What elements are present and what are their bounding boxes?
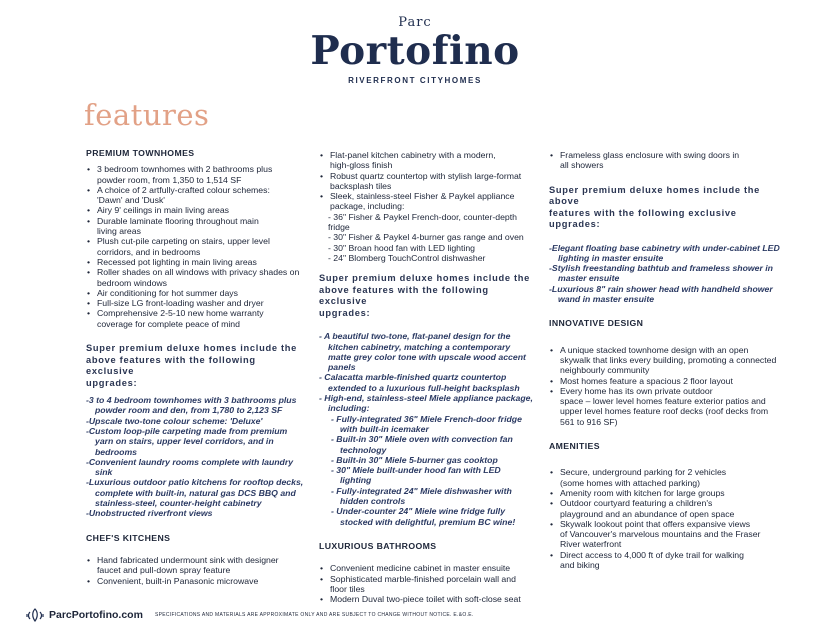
text-line: - A beautiful two-tone, flat-panel design for the kitchen cabinetry, matching a contemporary matte grey color tone with upscale wood accent panels	[319, 331, 526, 373]
list-item	[86, 164, 304, 185]
list-item-line: (some homes with attached parking)	[560, 477, 701, 488]
text-line: - 24" Blomberg TouchControl dishwasher	[328, 252, 486, 263]
list-item	[319, 574, 533, 595]
bathroom-list	[319, 563, 533, 604]
list-item-line: • Roller shades on all windows with privacy shades on	[97, 267, 300, 278]
list-item-line: • Convenient medicine cabinet in master ensuite	[330, 563, 511, 574]
text-line: upgrades:	[319, 307, 371, 318]
list-item-line: faucet and pull-down spray feature	[97, 565, 231, 576]
list-item-line: living areas	[97, 226, 141, 237]
appliance-list	[319, 212, 533, 263]
section-title-premium: PREMIUM TOWNHOMES	[86, 148, 195, 158]
list-item-line: • Secure, underground parking for 2 vehicles	[560, 467, 727, 478]
list-item-line: • Recessed pot lighting in main living areas	[97, 256, 257, 267]
column-3	[549, 150, 781, 570]
list-item-line: • A unique stacked townhome design with an open	[560, 344, 749, 355]
text-line: - Built-in 30" Miele oven with convection fan technology	[331, 434, 513, 455]
list-item-line: • Comprehensive 2-5-10 new home warranty	[97, 308, 264, 319]
text-line: - High-end, stainless-steel Miele appliance package, including:	[319, 393, 533, 414]
list-item-line: • Durable laminate flooring throughout main	[97, 215, 259, 226]
list-item	[319, 150, 533, 171]
list-item-line: playground and an abundance of open space	[560, 508, 735, 519]
text-line: -Luxurious 8" rain shower head with handheld shower wand in master ensuite	[549, 283, 773, 305]
text-line: - 30" Fisher & Paykel 4-burner gas range and oven	[328, 232, 524, 243]
column-2	[319, 150, 533, 604]
list-item-line: • Every home has its own private outdoor	[560, 385, 713, 396]
section-title-bathrooms: LUXURIOUS BATHROOMS	[319, 540, 437, 551]
text-line: Super premium deluxe homes include the	[319, 273, 531, 284]
text-line: features with the following exclusive upgrades:	[549, 207, 737, 230]
chefs-list	[86, 555, 304, 586]
list-item	[86, 555, 304, 576]
list-item	[549, 550, 781, 571]
list-item-line: • Frameless glass enclosure with swing doors in	[560, 150, 740, 160]
list-item	[86, 298, 304, 308]
text-line: Super premium deluxe homes include the above	[549, 184, 761, 207]
list-item-line: • Flat-panel kitchen cabinetry with a modern,	[330, 150, 496, 160]
parc-portofino-crest-icon	[26, 608, 44, 622]
text-line: fridge	[328, 222, 350, 233]
text-line: - 30" Miele built-under hood fan with LED lighting	[331, 465, 501, 486]
text-line: Super premium deluxe homes include the	[86, 343, 298, 354]
list-item-line: all showers	[560, 160, 604, 171]
bathroom-list-cont	[549, 150, 781, 171]
text-line: -3 to 4 bedroom townhomes with 3 bathrooms plus powder room and den, from 1,780 to 2,123 SF	[86, 395, 297, 416]
list-item	[86, 257, 304, 267]
footer	[26, 608, 474, 622]
list-item-line: floor tiles	[330, 583, 365, 594]
list-item-line: • Airy 9' ceilings in main living areas	[97, 205, 230, 216]
logo-tagline: RIVERFRONT CITYHOMES	[348, 76, 482, 85]
text-line: -Luxurious outdoor patio kitchens for rooftop decks, complete with built-in, natural gas DCS BBQ and stainless-steel, counter-height cabinetry	[86, 477, 304, 509]
list-item-line: • Skywalk lookout point that offers expansive views	[560, 518, 751, 529]
list-item	[319, 191, 533, 212]
list-item	[549, 519, 781, 550]
text-line: -Stylish freestanding bathtub and frameless shower in master ensuite	[549, 263, 773, 284]
logo-parc: Parc	[398, 15, 432, 30]
list-item	[86, 185, 304, 206]
text-line: -Convenient laundry rooms complete with laundry sink	[86, 456, 294, 478]
disclaimer: SPECIFICATIONS AND MATERIALS ARE APPROXIMATE ONLY AND ARE SUBJECT TO CHANGE WITHOUT NOTICE. E.&O.E.	[154, 612, 474, 618]
section-title-chefs: CHEF'S KITCHENS	[86, 532, 171, 543]
list-item	[549, 498, 781, 519]
list-item-line: neighbourly community	[560, 365, 650, 376]
list-item-line: • Amenity room with kitchen for large groups	[560, 487, 725, 498]
list-item-line: of Vancouver's marvelous mountains and the Fraser	[560, 529, 761, 540]
list-item-line: and biking	[560, 560, 600, 571]
text-line: - 36" Fisher & Paykel French-door, counter-depth	[328, 211, 517, 222]
upgrades-list	[319, 331, 533, 413]
text-line: -Elegant floating base cabinetry with under-cabinet LED lighting in master ensuite	[549, 242, 780, 263]
amenities-list	[549, 467, 781, 570]
list-item-line: • Air conditioning for hot summer days	[97, 287, 238, 298]
list-item-line: • Outdoor courtyard featuring a children's	[560, 498, 713, 509]
list-item-line: River waterfront	[560, 539, 622, 550]
list-item	[549, 488, 781, 498]
text-line: - Under-counter 24" Miele wine fridge fully stocked with delightful, premium BC wine!	[331, 506, 516, 527]
list-item-line: • Most homes feature a spacious 2 floor layout	[560, 375, 733, 386]
list-item-line: • Sophisticated marble-finished porcelain wall and	[330, 573, 516, 584]
column-1	[86, 148, 304, 586]
page-title: features	[84, 98, 210, 132]
premium-list	[86, 164, 304, 329]
text-line: upgrades:	[86, 377, 138, 388]
list-item	[86, 308, 304, 329]
upgrades-title	[319, 273, 533, 319]
list-item-line: • Full-size LG front-loading washer and dryer	[97, 298, 264, 309]
text-line: above features with the following exclusive	[86, 354, 256, 377]
list-item-line: skywalk that links every building, promoting a connected	[560, 354, 777, 365]
text-line: - Built-in 30" Miele 5-burner gas cooktop	[331, 454, 498, 465]
upgrades-title	[549, 185, 781, 231]
section-title-amenities: AMENITIES	[549, 441, 600, 452]
text-line: - Calacatta marble-finished quartz countertop extended to a luxurious full-height backsplash	[319, 372, 520, 393]
list-item-line: high-gloss finish	[330, 160, 393, 171]
text-line: -Unobstructed riverfront views	[86, 508, 213, 519]
list-item-line: 561 to 916 SF)	[560, 416, 618, 427]
list-item-line: • Hand fabricated undermount sink with designer	[97, 554, 279, 565]
list-item-line: • Modern Duval two-piece toilet with soft-close seat	[330, 594, 521, 605]
list-item	[86, 576, 304, 586]
text-line: -Upscale two-tone colour scheme: 'Deluxe'	[86, 415, 263, 426]
list-item-line: 'Dawn' and 'Dusk'	[97, 195, 165, 206]
list-item-line: space – lower level homes feature exterior patios and	[560, 396, 766, 407]
brand-logo	[0, 16, 830, 85]
list-item-line: • Robust quartz countertop with stylish large-format	[330, 170, 522, 181]
list-item-line: coverage for complete peace of mind	[97, 318, 240, 329]
text-line: - Fully-integrated 36" Miele French-door fridge with built-in icemaker	[331, 413, 522, 434]
list-item	[549, 345, 781, 376]
list-item-line: • Sleek, stainless-steel Fisher & Paykel appliance	[330, 191, 515, 202]
list-item-line: • Plush cut-pile carpeting on stairs, upper level	[97, 236, 270, 247]
list-item	[86, 267, 304, 288]
list-item	[319, 594, 533, 604]
list-item-line: corridors, and in bedrooms	[97, 246, 201, 257]
section-title-innovative: INNOVATIVE DESIGN	[549, 318, 644, 329]
list-item	[549, 376, 781, 386]
list-item-line: package, including:	[330, 201, 405, 212]
list-item-line: • Convenient, built-in Panasonic microwave	[97, 575, 259, 586]
list-item	[549, 467, 781, 488]
list-item	[86, 236, 304, 257]
text-line: - 30" Broan hood fan with LED lighting	[328, 242, 476, 253]
innovative-list	[549, 345, 781, 427]
list-item	[549, 150, 781, 171]
list-item	[86, 205, 304, 215]
upgrades-list	[86, 395, 304, 519]
list-item-line: upper level homes feature roof decks (roof decks from	[560, 406, 769, 417]
list-item	[319, 563, 533, 573]
text-line: -Custom loop-pile carpeting made from premium yarn on stairs, upper level corridors, and in bedrooms	[86, 425, 288, 457]
list-item-line: powder room, from 1,350 to 1,514 SF	[97, 174, 242, 185]
website-link[interactable]: ParcPortofino.com	[49, 609, 143, 621]
text-line: above features with the following exclusive	[319, 284, 489, 307]
logo-portofino: Portofino	[310, 28, 520, 74]
list-item-line: bedroom windows	[97, 277, 168, 288]
list-item-line: • 3 bedroom townhomes with 2 bathrooms plus	[97, 164, 273, 175]
list-item-line: • Direct access to 4,000 ft of dyke trail for walking	[560, 549, 744, 560]
upgrades-title	[86, 343, 304, 389]
text-line: - Fully-integrated 24" Miele dishwasher with hidden controls	[331, 485, 512, 507]
kitchen-list	[319, 150, 533, 212]
list-item	[319, 171, 533, 192]
list-item	[86, 216, 304, 237]
list-item	[86, 288, 304, 298]
list-item	[549, 386, 781, 427]
upgrades-sublist	[319, 414, 533, 527]
upgrades-list	[549, 243, 781, 305]
list-item-line: backsplash tiles	[330, 180, 392, 191]
list-item-line: • A choice of 2 artfully-crafted colour schemes:	[97, 184, 270, 195]
